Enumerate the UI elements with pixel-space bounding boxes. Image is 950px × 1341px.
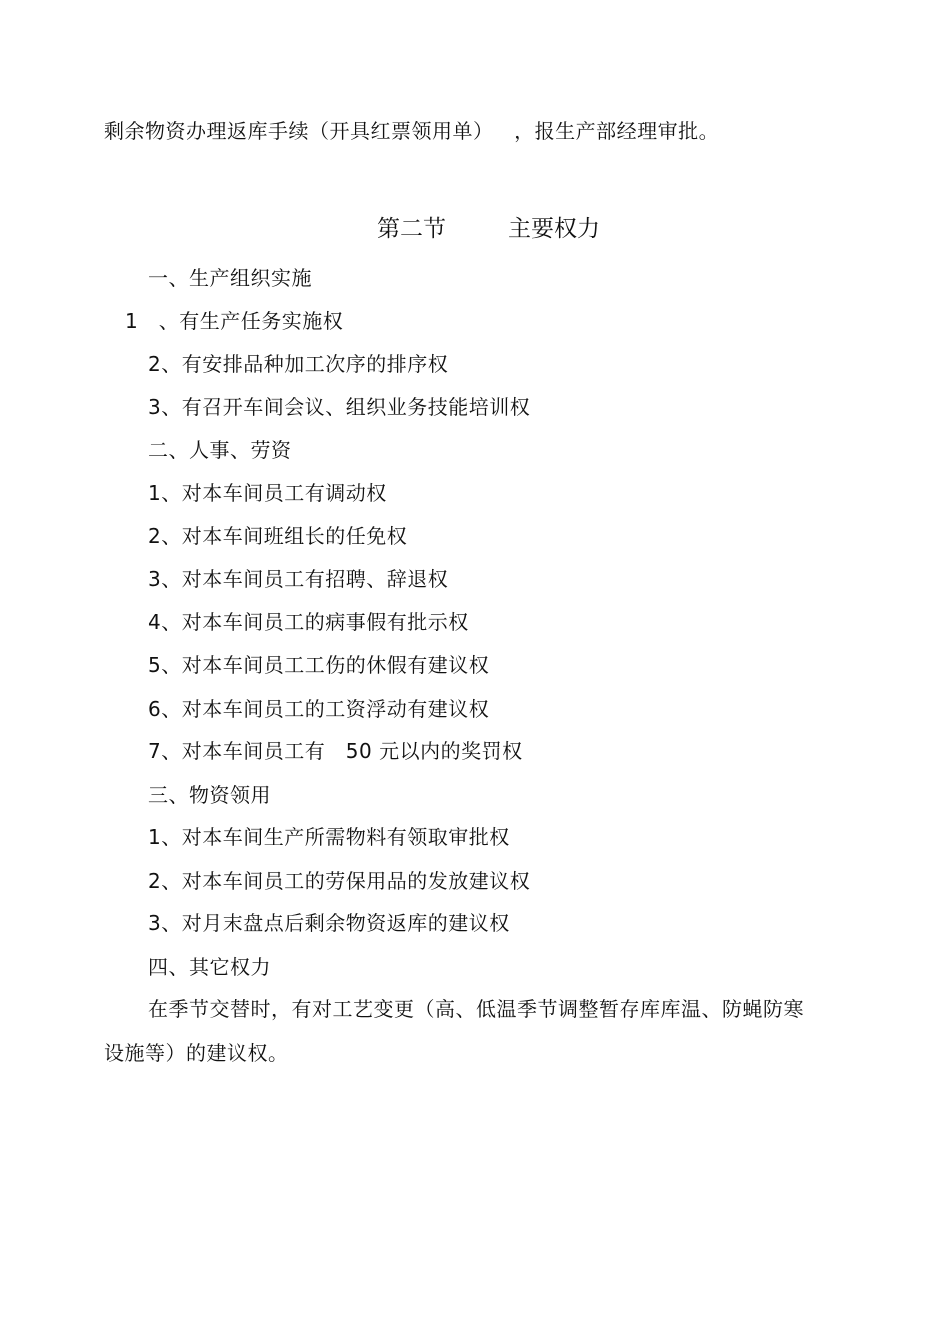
section-number: 第二节 xyxy=(377,216,446,242)
list-item: 5、对本车间员工工伤的休假有建议权 xyxy=(148,653,490,677)
list-item: 6、对本车间员工的工资浮动有建议权 xyxy=(148,697,490,721)
list-item: 2、对本车间员工的劳保用品的发放建议权 xyxy=(148,869,531,893)
list-item: 1、对本车间生产所需物料有领取审批权 xyxy=(148,825,510,849)
group-heading-materials: 三、物资领用 xyxy=(148,783,271,807)
list-item: 3、有召开车间会议、组织业务技能培训权 xyxy=(148,395,531,419)
section-title: 主要权力 xyxy=(508,216,600,242)
list-item: 7、对本车间员工有 50 元以内的奖罚权 xyxy=(148,739,523,763)
list-item: 1 、有生产任务实施权 xyxy=(125,309,344,333)
list-item: 4、对本车间员工的病事假有批示权 xyxy=(148,610,469,634)
intro-line: 剩余物资办理返库手续（开具红票领用单） ，报生产部经理审批。 xyxy=(104,119,720,143)
list-item: 3、对月末盘点后剩余物资返库的建议权 xyxy=(148,911,510,935)
list-item: 2、对本车间班组长的任免权 xyxy=(148,524,408,548)
group-heading-personnel: 二、人事、劳资 xyxy=(148,438,292,462)
paragraph-line: 在季节交替时，有对工艺变更（高、低温季节调整暂存库库温、防蝇防寒 xyxy=(148,997,804,1021)
list-item: 2、有安排品种加工次序的排序权 xyxy=(148,352,449,376)
list-item: 3、对本车间员工有招聘、辞退权 xyxy=(148,567,449,591)
group-heading-other: 四、其它权力 xyxy=(148,955,271,979)
group-heading-production: 一、生产组织实施 xyxy=(148,266,312,290)
paragraph-line: 设施等）的建议权。 xyxy=(104,1041,289,1065)
list-item: 1、对本车间员工有调动权 xyxy=(148,481,387,505)
